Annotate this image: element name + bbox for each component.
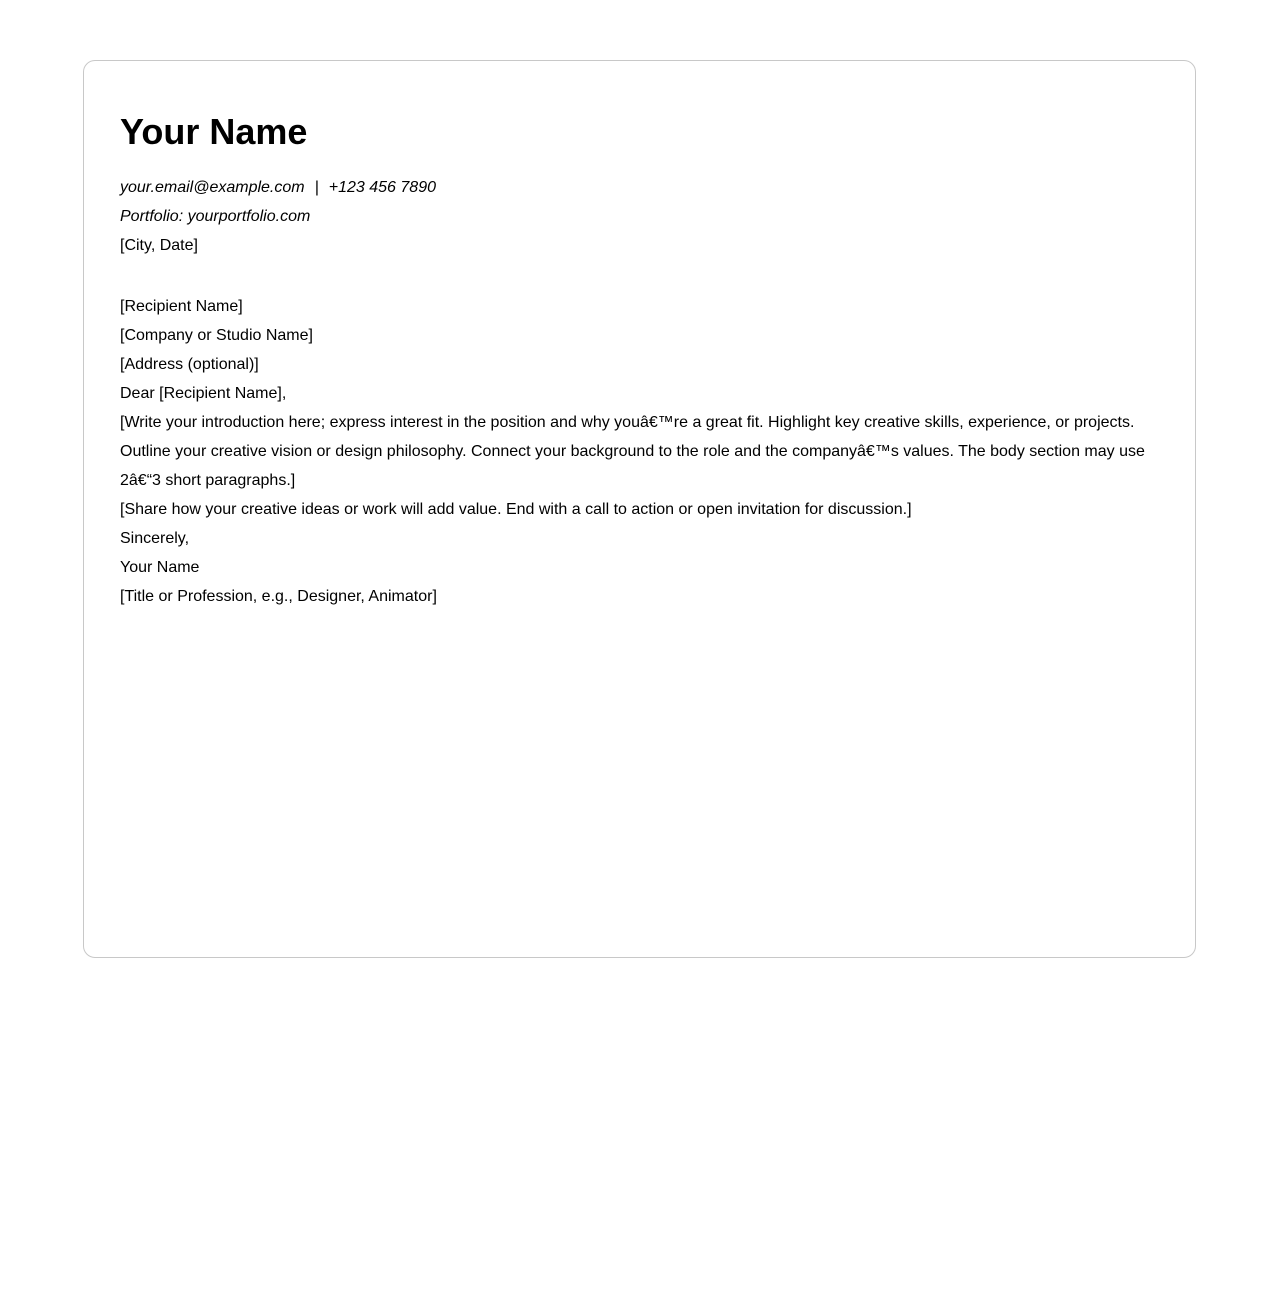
recipient-company-placeholder: [Company or Studio Name]: [120, 327, 313, 344]
email-text: your.email@example.com: [120, 179, 305, 196]
recipient-block: [120, 292, 1159, 379]
contact-separator: |: [314, 179, 319, 196]
contact-line-1: [120, 173, 1159, 202]
letter-author-name: Your Name: [120, 111, 308, 152]
recipient-address-placeholder: [Address (optional)]: [120, 356, 259, 373]
closing-line: Sincerely,: [120, 530, 190, 547]
letter-card: [83, 60, 1196, 958]
contact-block: [120, 173, 1159, 231]
signature-name: Your Name: [120, 559, 200, 576]
body-paragraph-intro: [Write your introduction here; express interest in the position and why youâ€™re a great fit. Highlight key creative skills, experience, or projects. Outline your creative vision or design philosophy. Connect your background to the role and the companyâ€™s values. The body section may use 2â€“3 short paragraphs.]: [120, 414, 1145, 489]
recipient-name-placeholder: [Recipient Name]: [120, 298, 243, 315]
city-date-placeholder: [City, Date]: [120, 237, 198, 254]
salutation-line: Dear [Recipient Name],: [120, 385, 287, 402]
body-paragraph-value: [Share how your creative ideas or work will add value. End with a call to action or open invitation for discussion.]: [120, 501, 912, 518]
phone-text: +123 456 7890: [328, 179, 436, 196]
signature-title-placeholder: [Title or Profession, e.g., Designer, Animator]: [120, 588, 437, 605]
portfolio-line: Portfolio: yourportfolio.com: [120, 208, 311, 225]
